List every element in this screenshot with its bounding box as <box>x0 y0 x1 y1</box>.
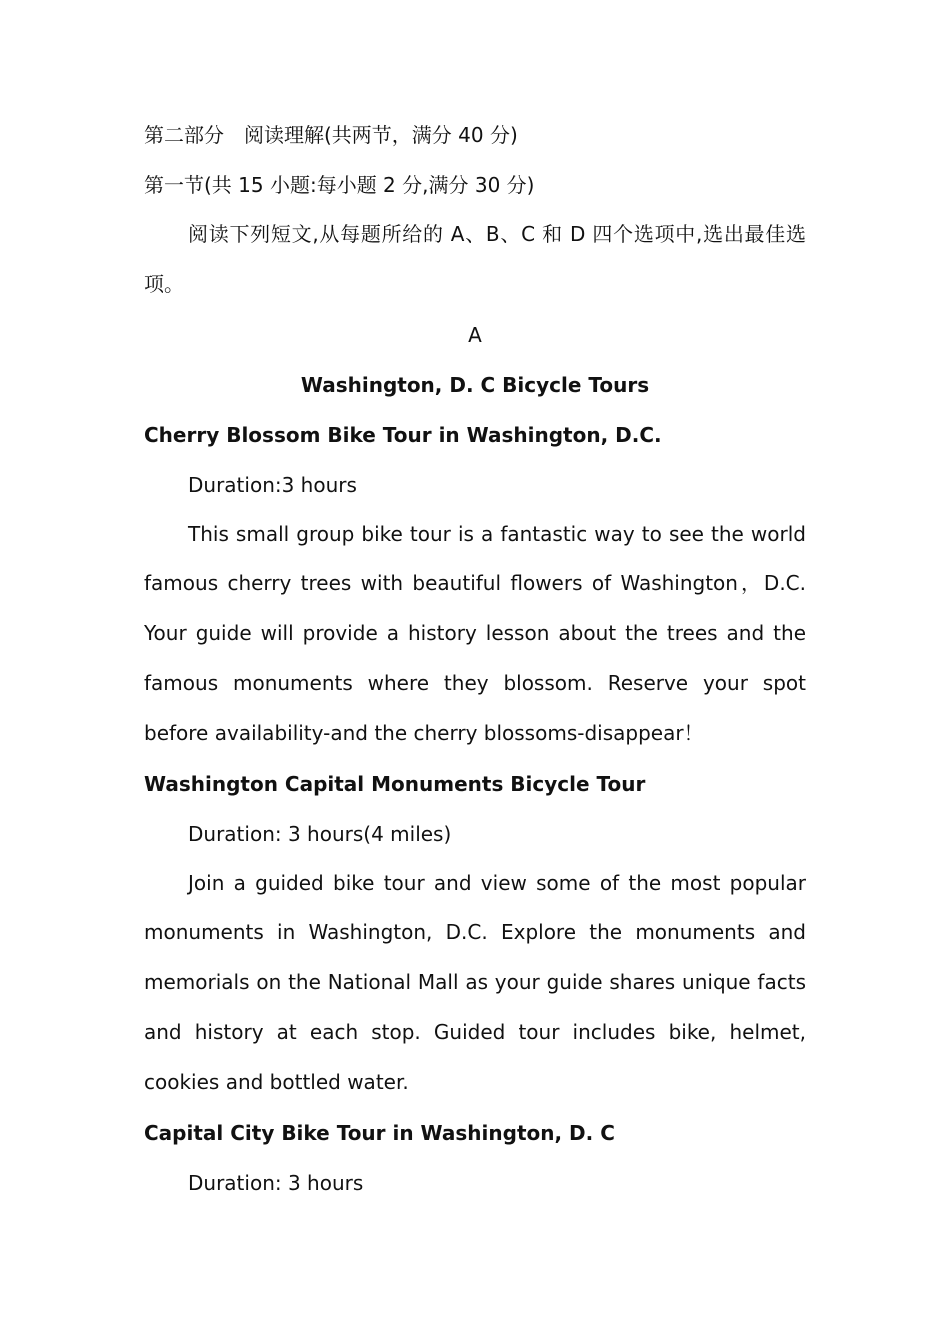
tour-duration: Duration:3 hours <box>188 472 357 497</box>
document-page <box>144 110 806 1208</box>
section-title: 第一节(共 15 小题:每小题 2 分,满分 30 分) <box>144 173 535 197</box>
tour-heading: Capital City Bike Tour in Washington, D. C <box>144 1120 615 1145</box>
passage-label: A <box>468 322 482 347</box>
tour-heading: Cherry Blossom Bike Tour in Washington, D.C. <box>144 422 662 447</box>
tour-heading: Washington Capital Monuments Bicycle Tour <box>144 771 646 796</box>
tour-duration: Duration: 3 hours(4 miles) <box>188 821 452 846</box>
tour-description: This small group bike tour is a fantastic way to see the world famous cherry trees with beautiful flowers of Washington，D.C. Your guide will provide a history lesson about the trees and the famous monuments where they blossom. Reserve your spot before availability-and the cherry blossoms-disappear！ <box>144 521 806 745</box>
tour-description: Join a guided bike tour and view some of the most popular monuments in Washington, D.C. Explore the monuments and memorials on the National Mall as your guide shares unique facts and history at each stop. Guided tour includes bike, helmet, cookies and bottled water. <box>144 870 806 1094</box>
instructions: 阅读下列短文,从每题所给的 A、B、C 和 D 四个选项中,选出最佳选项。 <box>144 222 806 296</box>
passage-title: Washington, D. C Bicycle Tours <box>300 372 650 397</box>
part-title: 第二部分 阅读理解(共两节，满分 40 分) <box>144 123 518 147</box>
tour-duration: Duration: 3 hours <box>188 1170 364 1195</box>
